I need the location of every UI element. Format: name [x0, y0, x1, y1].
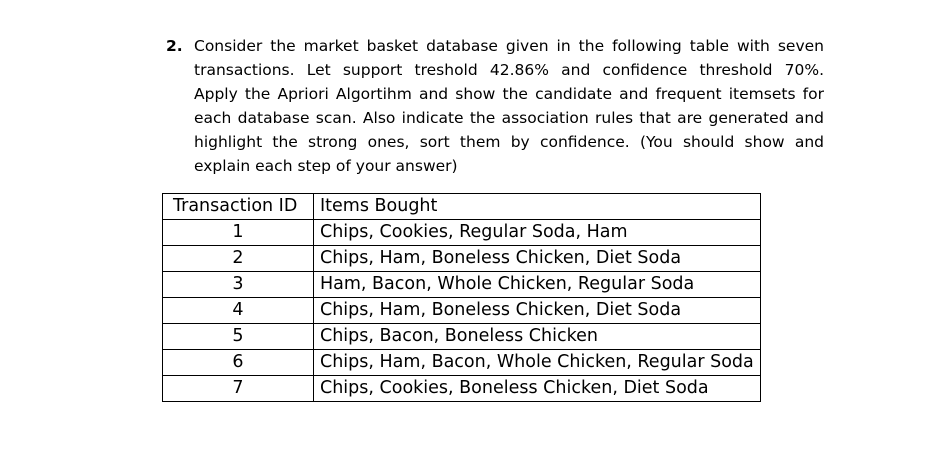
items-cell: Chips, Ham, Boneless Chicken, Diet Soda	[314, 246, 761, 272]
question-line-4: each database scan. Also indicate the association rules that are generated and	[194, 109, 824, 127]
transaction-id-cell: 4	[163, 298, 314, 324]
items-cell: Ham, Bacon, Whole Chicken, Regular Soda	[314, 272, 761, 298]
table-row	[163, 246, 761, 272]
question-line-5: highlight the strong ones, sort them by confidence. (You should show and	[194, 133, 824, 151]
table-row	[163, 376, 761, 402]
header-items-bought: Items Bought	[314, 194, 761, 220]
question-line-6: explain each step of your answer)	[194, 157, 458, 175]
table-row	[163, 272, 761, 298]
items-cell: Chips, Ham, Bacon, Whole Chicken, Regular Soda	[314, 350, 761, 376]
table-row	[163, 324, 761, 350]
transaction-id-cell: 5	[163, 324, 314, 350]
table-row	[163, 350, 761, 376]
question-line-2: transactions. Let support treshold 42.86% and confidence threshold 70%.	[194, 61, 824, 79]
table-row	[163, 298, 761, 324]
items-cell: Chips, Cookies, Boneless Chicken, Diet Soda	[314, 376, 761, 402]
transaction-id-cell: 7	[163, 376, 314, 402]
question-line-1: Consider the market basket database given in the following table with seven	[194, 37, 824, 55]
items-cell: Chips, Ham, Boneless Chicken, Diet Soda	[314, 298, 761, 324]
items-cell: Chips, Cookies, Regular Soda, Ham	[314, 220, 761, 246]
question-number: 2.	[166, 37, 183, 55]
transaction-id-cell: 2	[163, 246, 314, 272]
transaction-id-cell: 1	[163, 220, 314, 246]
header-transaction-id: Transaction ID	[163, 194, 314, 220]
question-line-3: Apply the Apriori Algortihm and show the candidate and frequent itemsets for	[194, 85, 824, 103]
items-cell: Chips, Bacon, Boneless Chicken	[314, 324, 761, 350]
transaction-id-cell: 3	[163, 272, 314, 298]
transaction-id-cell: 6	[163, 350, 314, 376]
table-header-row	[163, 194, 761, 220]
transactions-table	[162, 193, 761, 402]
table-row	[163, 220, 761, 246]
